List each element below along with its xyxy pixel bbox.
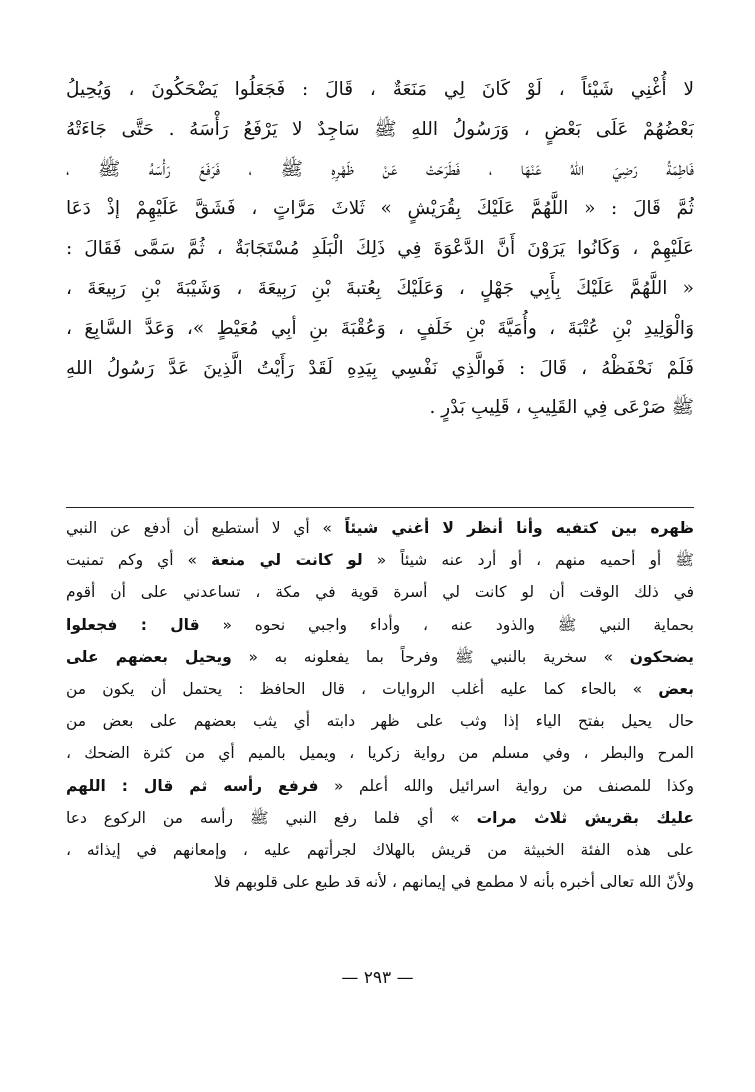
commentary-quoted-segment: لو كانت لي منعة bbox=[211, 551, 363, 570]
commentary-segment: المرح والبطر ، وفي مسلم من رواية زكريا ، ويميل بالميم أي من كثرة الضحك ، bbox=[66, 744, 694, 763]
commentary-line bbox=[66, 705, 694, 737]
commentary-line bbox=[66, 641, 694, 673]
hadith-text bbox=[66, 70, 694, 428]
commentary-line bbox=[66, 834, 694, 866]
commentary-segment: ﷺ أو أحميه منهم ، أو أرد عنه شيئاً « bbox=[362, 551, 694, 570]
commentary-segment: بحماية النبي ﷺ والذود عنه ، وأداء واجبي نحوه « bbox=[199, 615, 694, 634]
commentary-segment: » أي لا أستطيع أن أدفع عن النبي bbox=[66, 519, 345, 537]
page-number: — ٢٩٣ — bbox=[341, 968, 414, 988]
hadith-line: « اللَّهُمَّ عَلَيْكَ بِأَبِي جَهْلٍ ، وَعَلَيْكَ بِعُتبةَ بْنِ رَبِيعَةَ ، وَشَيْبَةَ بْنِ رَبِيعَةَ ، bbox=[66, 277, 694, 299]
commentary-segment: على هذه الفئة الخبيثة من قريش بالهلاك لجرأتهم عليه ، وإمعانهم في إيذائه ، bbox=[66, 840, 694, 859]
commentary-segment: ولأنّ الله تعالى أخبره بأنه لا مطمع في إيمانهم ، لأنه قد طبع على قلوبهم فلا bbox=[213, 873, 694, 892]
commentary-segment: » بالحاء كما عليه أغلب الروايات ، قال الحافظ : يحتمل أن يكون من bbox=[66, 679, 659, 698]
hadith-line: فَاطِمَةُ رَضِيَ اللهُ عَنْهَا ، فَطَرَحَتْ عَنْ ظَهْرِهِ ﷺ ، فَرَفَعَ رَأْسَهُ ﷺ ، bbox=[66, 158, 694, 180]
commentary-quoted-segment: عليك بقريش ثلاث مرات bbox=[476, 808, 694, 827]
commentary-segment: » أي فلما رفع النبي ﷺ رأسه من الركوع دعا bbox=[66, 808, 477, 827]
commentary-quoted-segment: فرفع رأسه ثم قال : اللهم bbox=[66, 776, 319, 795]
commentary-line bbox=[66, 770, 694, 802]
commentary-line bbox=[66, 866, 694, 898]
commentary-line bbox=[66, 673, 694, 705]
commentary-segment: وكذا للمصنف من رواية اسرائيل والله أعلم « bbox=[318, 776, 694, 795]
commentary-quoted-segment: بعض bbox=[658, 679, 694, 698]
commentary-line bbox=[66, 737, 694, 769]
commentary-quoted-segment: يضحكون bbox=[629, 647, 694, 666]
hadith-line: لا أُغْنِي شَيْئاً ، لَوْ كَانَ لِي مَنَعَةٌ ، قَالَ : فَجَعَلُوا يَضْحَكُونَ ، وَيُحِيلُ bbox=[66, 79, 694, 100]
commentary-line bbox=[66, 576, 694, 608]
commentary-quoted-segment: قال : فجعلوا bbox=[66, 615, 200, 634]
hadith-line: وَالْوَلِيدِ بْنِ عُتْبَةَ ، وأُمَيَّةَ بْنِ خَلَفٍ ، وَعُقْبَةَ بنِ أبِي مُعَيْطٍ »، وَعَدَّ السَّابِعَ ، bbox=[66, 317, 694, 339]
hadith-line: ﷺ صَرْعَى فِي القَلِيبِ ، قَلِيبِ بَدْرٍ . bbox=[429, 397, 694, 419]
hadith-line: ثُمَّ قَالَ : « اللَّهُمَّ عَلَيْكَ بِقُرَيْشٍ » ثَلاثَ مَرَّاتٍ ، فَشَقَّ عَلَيْهِمْ إذْ دَعَا bbox=[66, 198, 694, 220]
hadith-line: بَعْضُهُمْ عَلَى بَعْضٍ ، وَرَسُولُ اللهِ ﷺ سَاجِدٌ لا يَرْفَعُ رَأْسَهُ . حَتَّى جَاءَتْهُ bbox=[66, 118, 694, 140]
hadith-line: عَلَيْهِمْ ، وَكَانُوا يَرَوْنَ أَنَّ الدَّعْوَةَ فِي ذَلِكَ الْبَلَدِ مُسْتَجَابَةٌ ، ثُمَّ سَمَّى فَقَالَ : bbox=[66, 238, 694, 260]
commentary-line bbox=[66, 544, 694, 576]
commentary-line bbox=[66, 802, 694, 834]
commentary-segment: » أي وكم تمنيت bbox=[66, 551, 212, 570]
footnote-divider bbox=[66, 507, 694, 508]
hadith-line: فَلَمْ نَحْفَظْهُ ، قَالَ : فَوالَّذِي نَفْسِي بِيَدِهِ لَقَدْ رَأَيْتُ الَّذِينَ عَدَّ رَسُولُ اللهِ bbox=[66, 357, 694, 379]
commentary-line bbox=[66, 512, 694, 544]
commentary-segment: في ذلك الوقت أن لو كانت لي أسرة قوية في مكة ، تساعدني على أن أقوم bbox=[66, 583, 694, 602]
commentary-quoted-segment: ظهره بين كتفيه وأنا أنظر لا أغني شيئاً bbox=[344, 519, 694, 537]
commentary-line bbox=[66, 609, 694, 641]
commentary-text bbox=[66, 512, 694, 898]
commentary-segment: حال يحيل بفتح الياء إذا وثب على ظهر دابته أي يثب بعضهم على بعض من bbox=[66, 712, 694, 731]
commentary-quoted-segment: ويحيل بعضهم على bbox=[66, 647, 232, 666]
commentary-segment: » سخرية بالنبي ﷺ وفرحاً بما يفعلونه به « bbox=[231, 647, 630, 666]
